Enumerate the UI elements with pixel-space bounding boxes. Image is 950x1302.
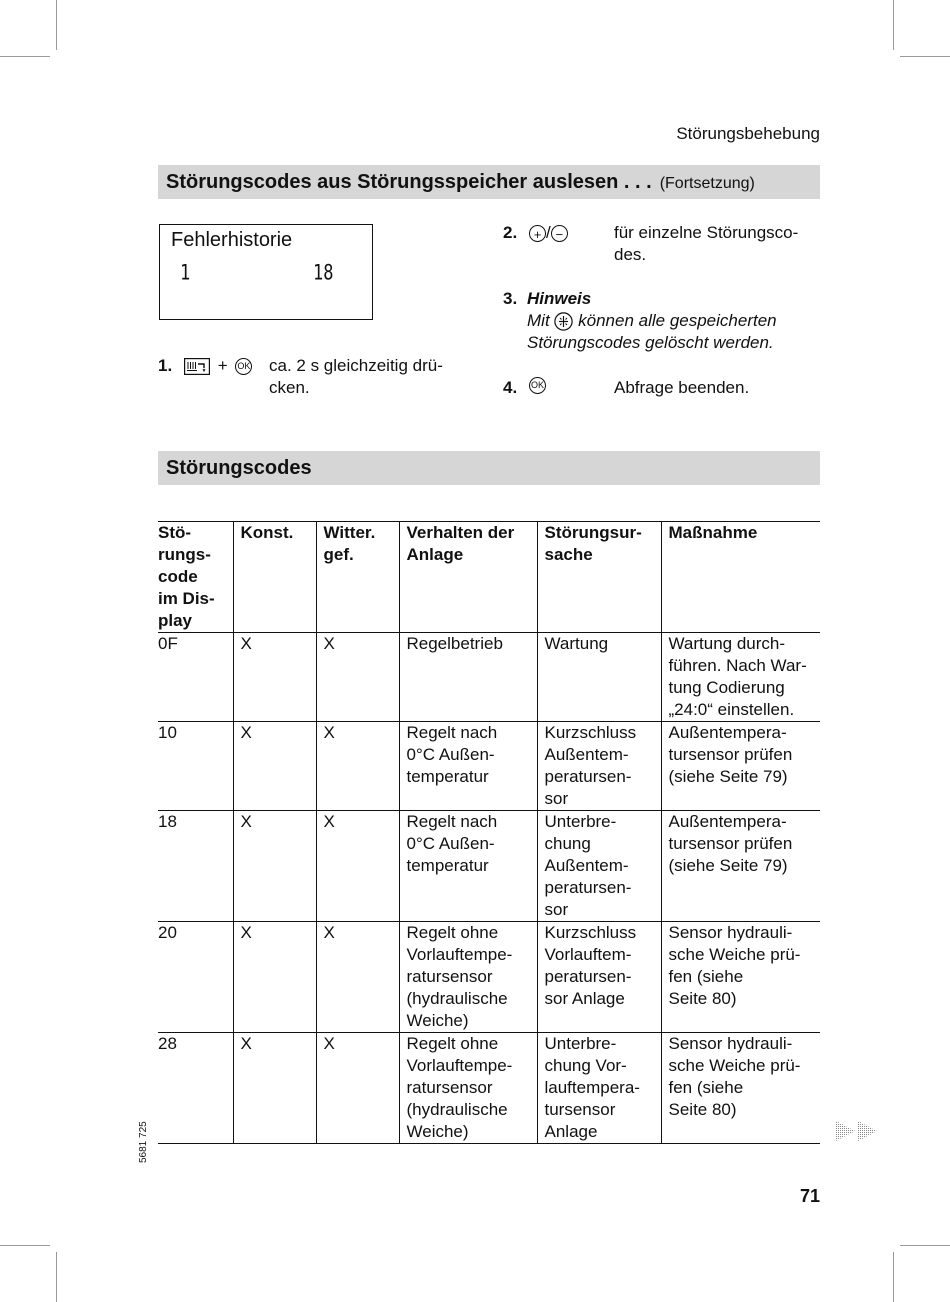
cell-line: Vorlauftempe- <box>406 945 513 964</box>
fault-code-table <box>158 521 820 1144</box>
cell-line: Außentempera- <box>668 812 787 831</box>
cell-line: 20 <box>158 923 177 942</box>
note-text-line <box>527 310 777 332</box>
table-cell <box>158 633 233 722</box>
header-line: play <box>158 611 193 630</box>
column-header <box>316 522 399 633</box>
table-cell <box>537 922 661 1033</box>
cell-line: Regelbetrieb <box>406 634 503 653</box>
table-row <box>158 922 820 1033</box>
header-line: gef. <box>323 545 354 564</box>
step-1 <box>158 355 478 405</box>
cell-line: X <box>323 723 335 742</box>
header-line: sache <box>544 545 593 564</box>
cell-line: Wartung durch- <box>668 634 786 653</box>
table-cell <box>537 1033 661 1144</box>
cell-line: chung <box>544 834 591 853</box>
cell-line: sor <box>544 900 569 919</box>
cell-line: Außentem- <box>544 856 629 875</box>
table-cell <box>661 722 820 811</box>
table-row <box>158 811 820 922</box>
cell-line: (siehe Seite 79) <box>668 767 788 786</box>
column-header <box>233 522 316 633</box>
table-cell <box>399 811 537 922</box>
cell-line: Regelt ohne <box>406 923 499 942</box>
cell-line: temperatur <box>406 767 489 786</box>
table-cell <box>316 722 399 811</box>
table-cell <box>537 722 661 811</box>
cell-line: Sensor hydrauli- <box>668 923 793 942</box>
section-continuation: (Fortsetzung) <box>659 175 755 192</box>
hot-water-key-icon <box>184 358 210 375</box>
table-cell <box>661 811 820 922</box>
step-keys <box>184 355 252 377</box>
cell-line: tursensor prüfen <box>668 834 793 853</box>
header-line: Störungsur- <box>544 523 642 542</box>
table-row <box>158 722 820 811</box>
cell-line: (siehe Seite 79) <box>668 856 788 875</box>
cell-line: sor Anlage <box>544 989 625 1008</box>
crop-mark <box>893 1252 894 1302</box>
cell-line: peratursen- <box>544 767 632 786</box>
table-cell <box>158 922 233 1033</box>
cell-line: Seite 80) <box>668 989 737 1008</box>
plus-sign: + <box>217 356 228 375</box>
cell-line: 0°C Außen- <box>406 745 495 764</box>
cell-line: temperatur <box>406 856 489 875</box>
cell-line: Seite 80) <box>668 1100 737 1119</box>
step-number: 4. <box>503 378 518 397</box>
cell-line: 18 <box>158 812 177 831</box>
step-text: Abfrage beenden. <box>614 378 750 397</box>
cell-line: X <box>323 923 335 942</box>
step-number: 2. <box>503 223 518 242</box>
cell-line: Regelt nach <box>406 723 498 742</box>
table-cell <box>233 1033 316 1144</box>
cell-line: führen. Nach War- <box>668 656 807 675</box>
cell-line: tursensor prüfen <box>668 745 793 764</box>
header-line: Witter. <box>323 523 376 542</box>
cell-line: X <box>240 634 252 653</box>
cell-line: Regelt nach <box>406 812 498 831</box>
table-row <box>158 633 820 722</box>
table-cell <box>661 1033 820 1144</box>
cell-line: Vorlauftem- <box>544 945 632 964</box>
table-cell <box>661 922 820 1033</box>
table-cell <box>399 922 537 1033</box>
cell-line: (hydraulische <box>406 1100 508 1119</box>
minus-button-icon: − <box>551 225 568 242</box>
cell-line: X <box>240 923 252 942</box>
cell-line: peratursen- <box>544 967 632 986</box>
header-line: Anlage <box>406 545 464 564</box>
display-title: Fehlerhistorie <box>171 229 293 251</box>
ok-button-icon: OK <box>529 377 546 394</box>
cell-line: sche Weiche prü- <box>668 1056 801 1075</box>
cell-line: tung Codierung <box>668 678 785 697</box>
crop-mark <box>0 1245 50 1246</box>
cell-line: X <box>323 634 335 653</box>
column-header <box>158 522 233 633</box>
step-2 <box>503 222 823 272</box>
table-cell <box>661 633 820 722</box>
cell-line: peratursen- <box>544 878 632 897</box>
cell-line: 0°C Außen- <box>406 834 495 853</box>
table-cell <box>537 811 661 922</box>
note-text-main: können alle gespeicherten <box>578 311 777 330</box>
step-text-line: cken. <box>269 378 310 397</box>
cell-line: Weiche) <box>406 1122 469 1141</box>
table-cell <box>316 1033 399 1144</box>
column-header <box>661 522 820 633</box>
cell-line: Kurzschluss <box>544 923 637 942</box>
cell-line: X <box>240 723 252 742</box>
lcd-display <box>159 224 373 320</box>
page-number: 71 <box>799 1186 820 1206</box>
section-heading <box>158 165 820 199</box>
crop-mark <box>0 56 50 57</box>
note-label: Hinweis <box>527 289 592 308</box>
header-line: code <box>158 567 198 586</box>
cell-line: Unterbre- <box>544 1034 617 1053</box>
table-cell <box>399 722 537 811</box>
step-number: 1. <box>158 356 173 375</box>
table-row <box>158 1033 820 1144</box>
cell-line: ratursensor <box>406 1078 493 1097</box>
cell-line: Außentem- <box>544 745 629 764</box>
cell-line: Sensor hydrauli- <box>668 1034 793 1053</box>
table-cell <box>399 1033 537 1144</box>
cell-line: ratursensor <box>406 967 493 986</box>
table-cell <box>537 633 661 722</box>
step-4 <box>503 377 823 401</box>
cell-line: Außentempera- <box>668 723 787 742</box>
continue-arrows-icon <box>836 1120 880 1142</box>
running-header: Störungsbehebung <box>676 124 820 143</box>
header-line: Stö- <box>158 523 192 542</box>
note-text-pre: Mit <box>527 311 550 330</box>
ok-button-icon: OK <box>235 358 252 375</box>
cell-line: (hydraulische <box>406 989 508 1008</box>
table-cell <box>399 633 537 722</box>
header-line: Maßnahme <box>668 523 758 542</box>
header-line: Verhalten der <box>406 523 515 542</box>
header-line: Konst. <box>240 523 294 542</box>
crop-mark <box>900 56 950 57</box>
header-line: im Dis- <box>158 589 215 608</box>
header-line: rungs- <box>158 545 211 564</box>
cell-line: sor <box>544 789 569 808</box>
cell-line: X <box>323 812 335 831</box>
table-cell <box>316 922 399 1033</box>
cell-line: Kurzschluss <box>544 723 637 742</box>
cell-line: tursensor <box>544 1100 616 1119</box>
step-number: 3. <box>503 289 518 308</box>
cell-line: 0F <box>158 634 178 653</box>
step-text-line: für einzelne Störungsco- <box>614 223 799 242</box>
table-cell <box>158 811 233 922</box>
step-keys <box>529 222 568 244</box>
cell-line: X <box>240 812 252 831</box>
document-id: 5681 725 <box>138 1121 149 1163</box>
note-text-line: Störungscodes gelöscht werden. <box>527 333 774 352</box>
step-text-line: ca. 2 s gleichzeitig drü- <box>269 356 443 375</box>
table-body <box>158 633 820 1144</box>
cell-line: 28 <box>158 1034 177 1053</box>
table-cell <box>233 922 316 1033</box>
table-header-row <box>158 522 820 633</box>
section-title: Störungscodes aus Störungsspeicher auslesen . . . <box>166 171 652 193</box>
table-cell <box>316 633 399 722</box>
column-header <box>399 522 537 633</box>
table-cell <box>233 633 316 722</box>
display-right-value: 18 <box>313 260 334 286</box>
cell-line: Wartung <box>544 634 609 653</box>
table-cell <box>158 722 233 811</box>
step-text-line: des. <box>614 245 647 264</box>
cell-line: X <box>323 1034 335 1053</box>
table-cell <box>233 811 316 922</box>
cell-line: 10 <box>158 723 177 742</box>
separator: / <box>546 223 551 242</box>
reset-button-icon <box>554 312 573 331</box>
cell-line: Regelt ohne <box>406 1034 499 1053</box>
display-left-value: 1 <box>180 260 191 286</box>
crop-mark <box>56 1252 57 1302</box>
crop-mark <box>893 0 894 50</box>
cell-line: sche Weiche prü- <box>668 945 801 964</box>
cell-line: fen (siehe <box>668 1078 744 1097</box>
plus-button-icon: + <box>529 225 546 242</box>
cell-line: fen (siehe <box>668 967 744 986</box>
cell-line: Vorlauftempe- <box>406 1056 513 1075</box>
cell-line: „24:0“ einstellen. <box>668 700 795 719</box>
cell-line: Weiche) <box>406 1011 469 1030</box>
cell-line: X <box>240 1034 252 1053</box>
section-title: Störungscodes <box>166 457 312 479</box>
section-heading <box>158 451 820 485</box>
crop-mark <box>56 0 57 50</box>
cell-line: lauftempera- <box>544 1078 640 1097</box>
table-cell <box>233 722 316 811</box>
step-3 <box>503 288 823 358</box>
cell-line: Anlage <box>544 1122 598 1141</box>
crop-mark <box>900 1245 950 1246</box>
column-header <box>537 522 661 633</box>
table-cell <box>316 811 399 922</box>
table-cell <box>158 1033 233 1144</box>
cell-line: chung Vor- <box>544 1056 627 1075</box>
cell-line: Unterbre- <box>544 812 617 831</box>
